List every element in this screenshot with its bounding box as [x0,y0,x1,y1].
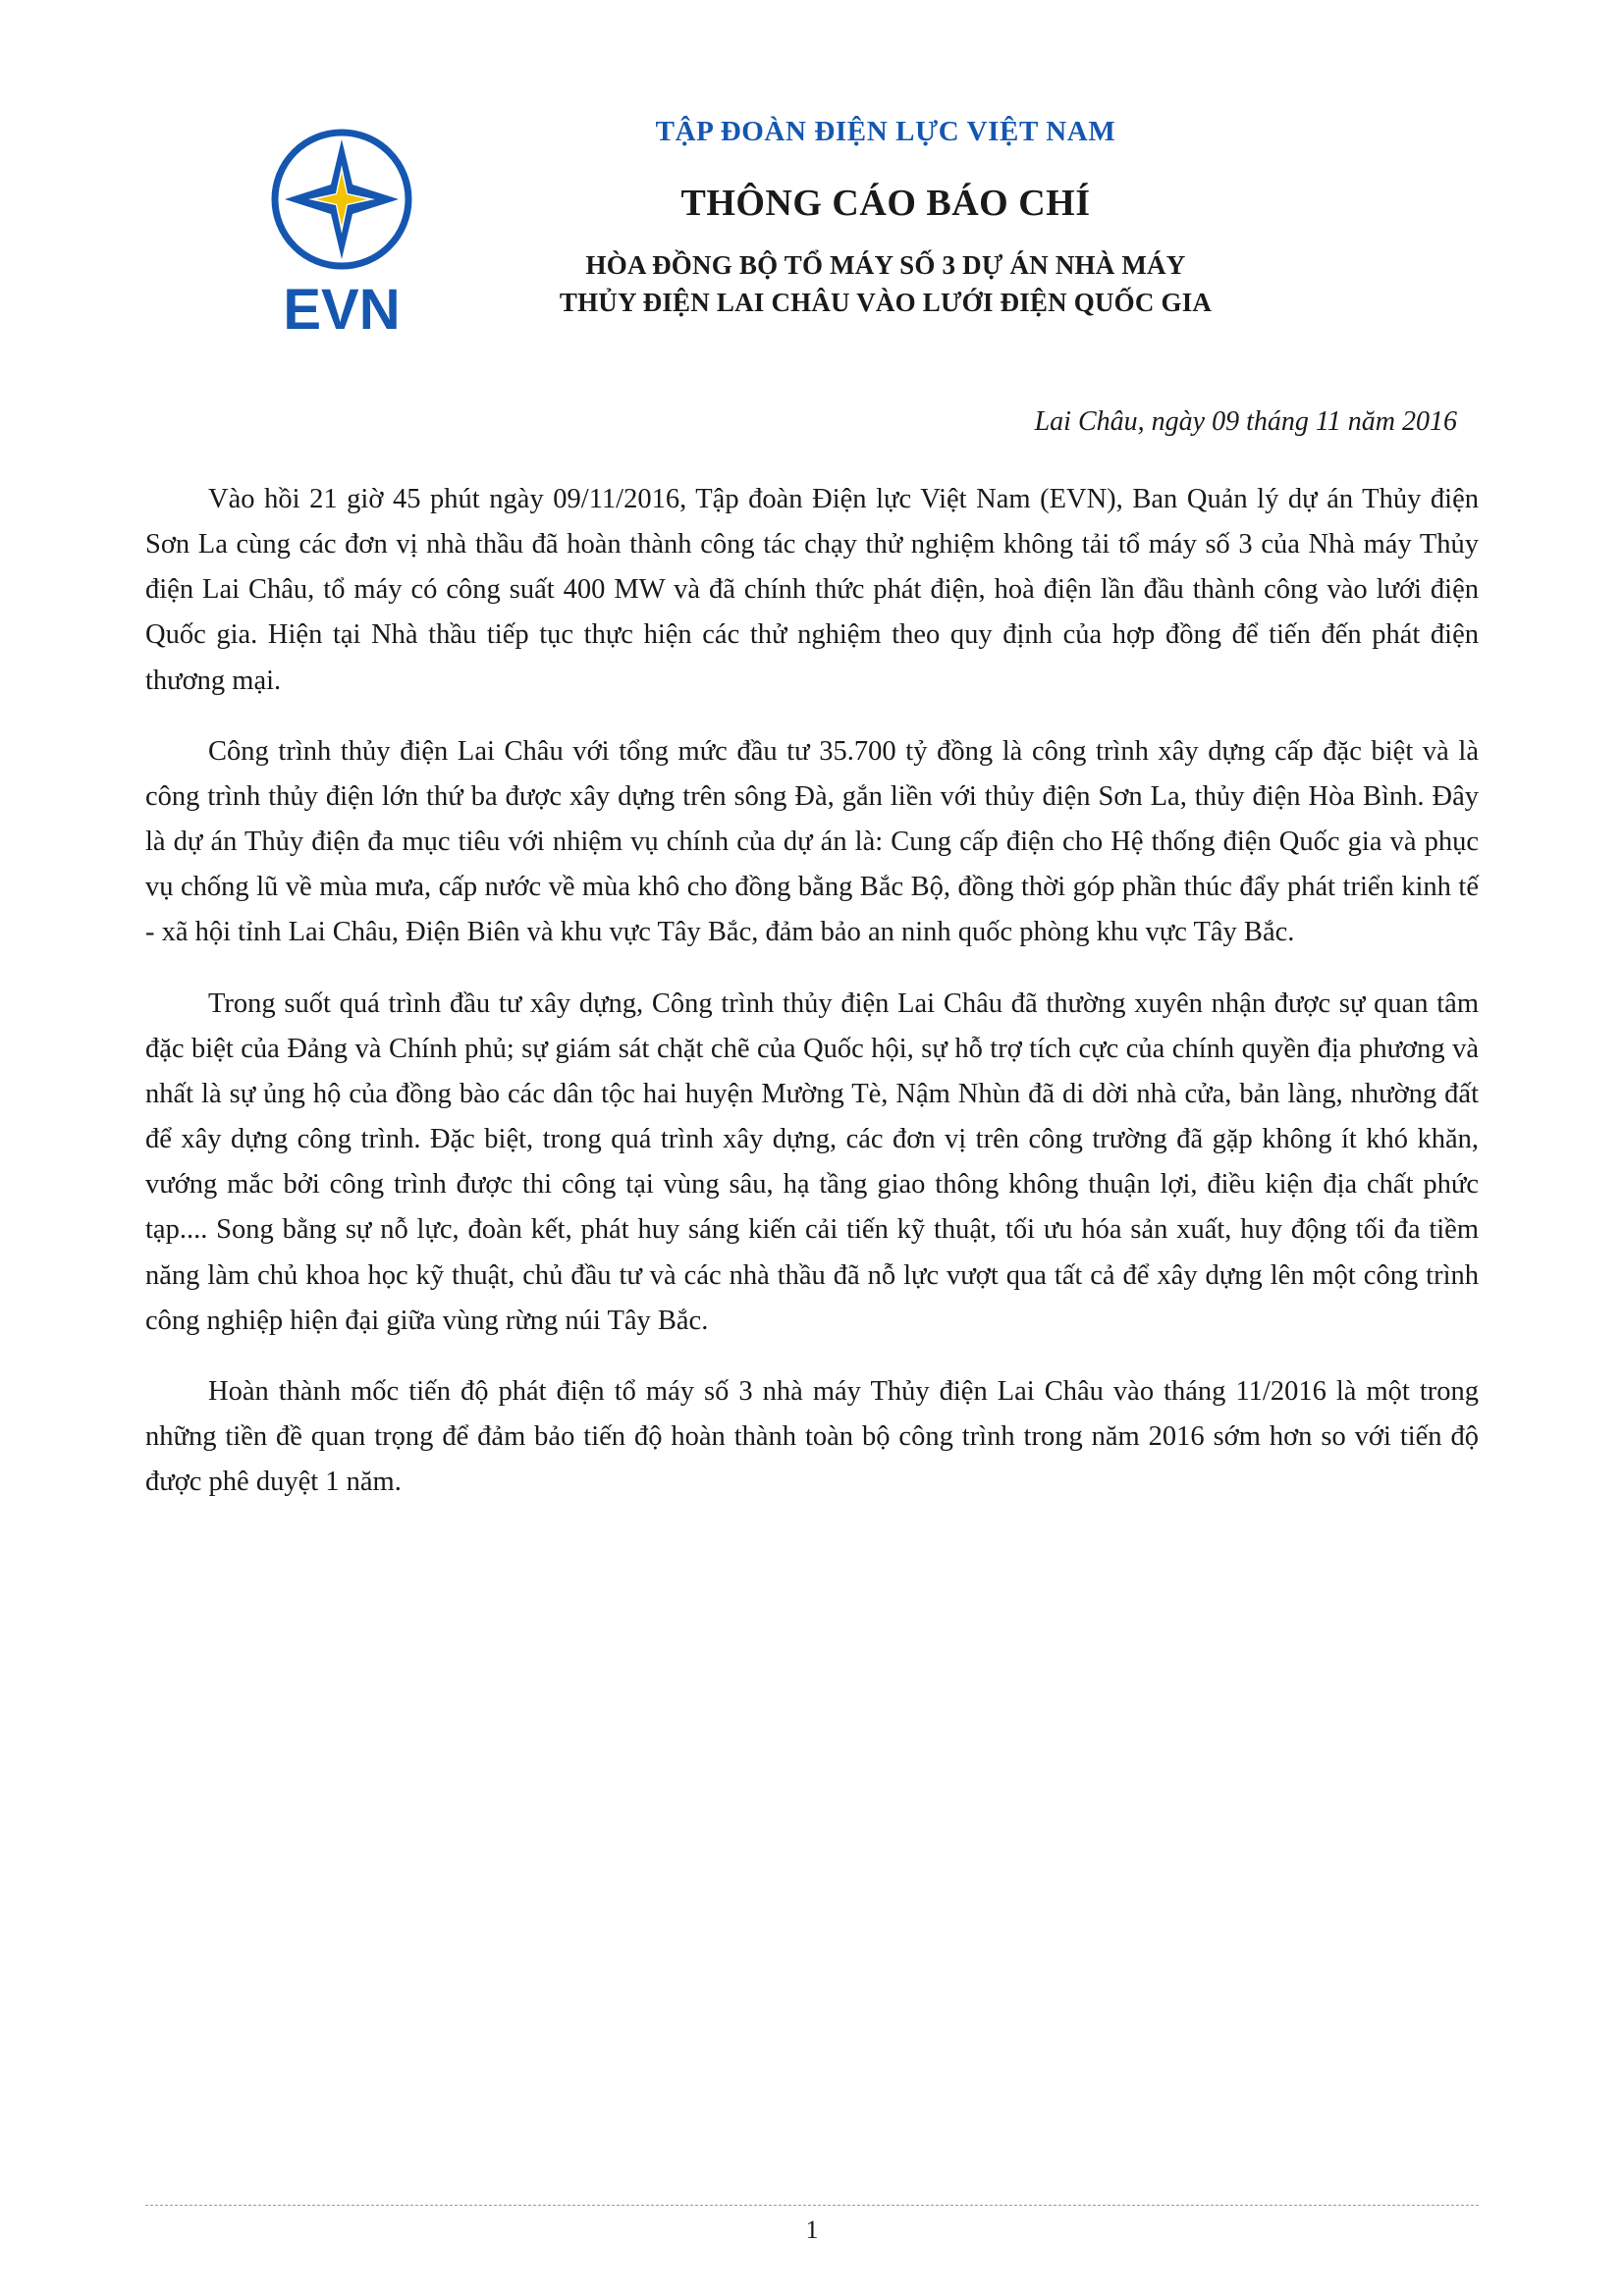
document-footer [145,2205,1479,2245]
document-body [145,477,1479,1505]
footer-divider [145,2205,1479,2206]
document-subtitle-line-2: THỦY ĐIỆN LAI CHÂU VÀO LƯỚI ĐIỆN QUỐC GIA [559,288,1213,318]
organization-name: TẬP ĐOÀN ĐIỆN LỰC VIỆT NAM [655,116,1116,147]
page-number: 1 [805,2216,819,2244]
document-subtitle-line-1: HÒA ĐỒNG BỘ TỔ MÁY SỐ 3 DỰ ÁN NHÀ MÁY [585,250,1186,280]
document-title: THÔNG CÁO BÁO CHÍ [680,183,1091,224]
paragraph: Công trình thủy điện Lai Châu với tổng mức đầu tư 35.700 tỷ đồng là công trình xây dựng cấp đặc biệt và là công trình thủy điện lớn thứ ba được xây dựng trên sông Đà, gắn liền với thủy điện Sơn La, thủy điện Hòa Bình. Đây là dự án Thủy điện đa mục tiêu với nhiệm vụ chính của dự án là: Cung cấp điện cho Hệ thống điện Quốc gia và phục vụ chống lũ về mùa mưa, cấp nước về mùa khô cho đồng bằng Bắc Bộ, đồng thời góp phần thúc đẩy phát triển kinh tế - xã hội tỉnh Lai Châu, Điện Biên và khu vực Tây Bắc, đảm bảo an ninh quốc phòng khu vực Tây Bắc. [145,735,1479,948]
paragraph: Hoàn thành mốc tiến độ phát điện tổ máy số 3 nhà máy Thủy điện Lai Châu vào tháng 11/2016 là một trong những tiền đề quan trọng để đảm bảo tiến độ hoàn thành toàn bộ công trình trong năm 2016 sớm hơn so với tiến độ được phê duyệt 1 năm. [145,1375,1479,1498]
document-header [145,116,1479,361]
evn-star-logo-icon [253,126,430,351]
evn-logo-text: EVN [283,278,401,342]
dateline: Lai Châu, ngày 09 tháng 11 năm 2016 [1034,406,1457,437]
paragraph: Trong suốt quá trình đầu tư xây dựng, Công trình thủy điện Lai Châu đã thường xuyên nhận được sự quan tâm đặc biệt của Đảng và Chính phủ; sự giám sát chặt chẽ của Quốc hội, sự hỗ trợ tích cực của chính quyền địa phương và nhất là sự ủng hộ của đồng bào các dân tộc hai huyện Mường Tè, Nậm Nhùn đã di dời nhà cửa, bản làng, nhường đất để xây dựng công trình. Đặc biệt, trong quá trình xây dựng, các đơn vị trên công trường đã gặp không ít khó khăn, vướng mắc bởi công trình được thi công tại vùng sâu, hạ tầng giao thông không thuận lợi, điều kiện địa chất phức tạp.... Song bằng sự nỗ lực, đoàn kết, phát huy sáng kiến cải tiến kỹ thuật, tối ưu hóa sản xuất, huy động tối đa tiềm năng làm chủ khoa học kỹ thuật, chủ đầu tư và các nhà thầu đã nỗ lực vượt qua tất cả để xây dựng lên một công trình công nghiệp hiện đại giữa vùng rừng núi Tây Bắc. [145,988,1479,1336]
paragraph: Vào hồi 21 giờ 45 phút ngày 09/11/2016, Tập đoàn Điện lực Việt Nam (EVN), Ban Quản lý dự án Thủy điện Sơn La cùng các đơn vị nhà thầu đã hoàn thành công tác chạy thử nghiệm không tải tổ máy số 3 của Nhà máy Thủy điện Lai Châu, tổ máy có công suất 400 MW và đã chính thức phát điện, hoà điện lần đầu thành công vào lưới điện Quốc gia. Hiện tại Nhà thầu tiếp tục thực hiện các thử nghiệm theo quy định của hợp đồng để tiến đến phát điện thương mại. [145,484,1479,696]
document-subtitle [293,246,1479,322]
